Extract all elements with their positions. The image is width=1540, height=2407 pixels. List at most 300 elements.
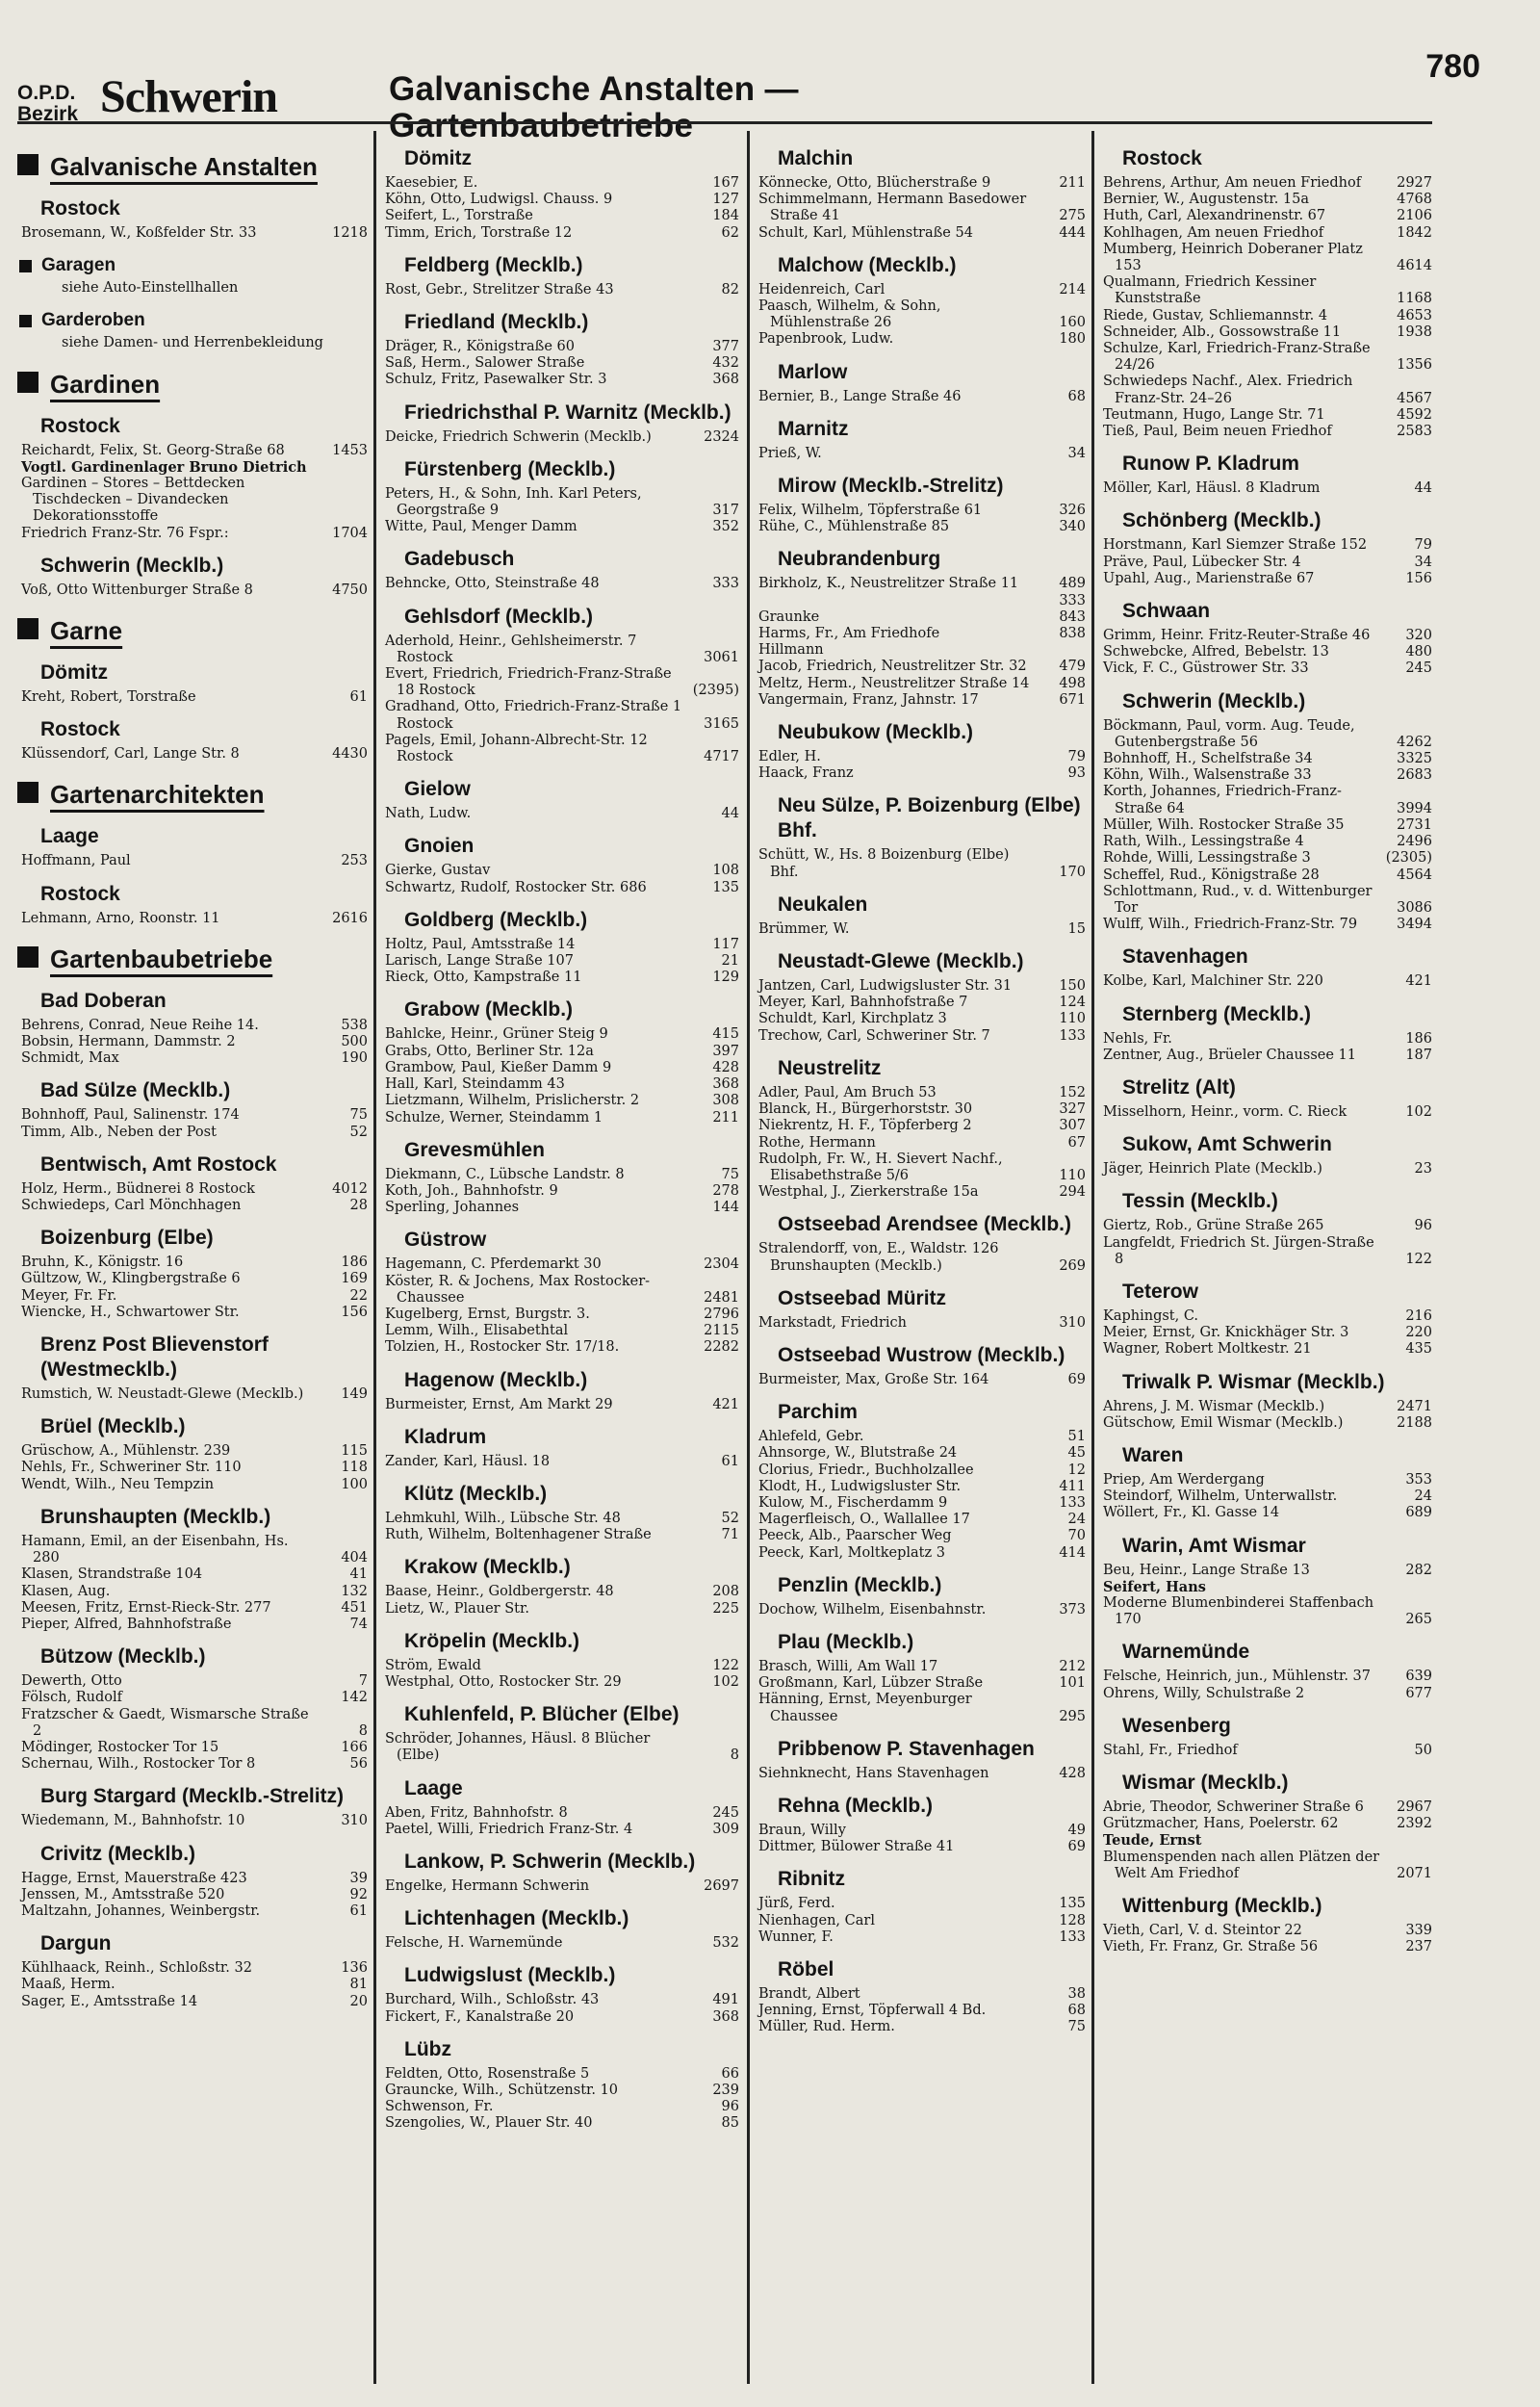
directory-entry	[755, 1913, 1086, 1929]
directory-entry	[381, 1584, 739, 1600]
entry-phone: 237	[1405, 1939, 1432, 1955]
entry-phone: 24	[1067, 1512, 1086, 1528]
directory-entry	[755, 921, 1086, 938]
section-heading	[17, 941, 368, 977]
directory-entry	[17, 1255, 368, 1271]
section-square-icon	[17, 372, 38, 393]
directory-entry	[1099, 917, 1432, 933]
directory-entry	[17, 443, 368, 459]
entry-name: Rieck, Otto, Kampstraße 11	[385, 970, 582, 986]
entry-name: Bruhn, K., Königstr. 16	[21, 1255, 184, 1271]
entry-phone: 211	[712, 1109, 739, 1126]
entry-phone: 2481	[704, 1289, 739, 1306]
entry-phone: 1842	[1397, 224, 1432, 241]
directory-entry	[755, 1675, 1086, 1692]
entry-phone: 186	[341, 1255, 368, 1271]
directory-entry	[1099, 1341, 1432, 1358]
town-heading: Schwerin (Mecklb.)	[1122, 689, 1306, 712]
entry-name: Klasen, Strandstraße 104	[21, 1566, 203, 1583]
directory-entry	[17, 1756, 368, 1773]
entry-phone: 122	[1405, 1251, 1432, 1267]
town-heading: Penzlin (Mecklb.)	[778, 1573, 942, 1596]
entry-name: Korth, Johannes, Friedrich-Franz-Straße 64	[1103, 784, 1342, 816]
directory-entry	[755, 1545, 1086, 1562]
entry-phone: 61	[721, 1453, 739, 1469]
directory-entry	[755, 2019, 1086, 2035]
town-heading: Waren	[1122, 1443, 1184, 1466]
entry-name: Lemm, Wilh., Elisabethtal	[385, 1323, 569, 1339]
entry-name: Nehls, Fr., Schweriner Str. 110	[21, 1460, 242, 1476]
entry-phone: 838	[1059, 626, 1086, 642]
entry-phone: 353	[1405, 1471, 1432, 1488]
directory-entry	[17, 1871, 368, 1887]
entry-phone: 75	[349, 1107, 368, 1124]
entry-phone: 108	[712, 863, 739, 879]
entry-phone: 368	[712, 372, 739, 388]
directory-entry	[381, 486, 739, 519]
entry-name: Hoffmann, Paul	[21, 853, 131, 869]
town-heading: Friedland (Mecklb.)	[404, 311, 589, 334]
entry-phone: 3086	[1397, 899, 1432, 916]
entry-name: Stralendorff, von, E., Waldstr. 126 Brunshaupten (Mecklb.)	[758, 1241, 999, 1274]
directory-entry	[381, 863, 739, 879]
directory-entry	[381, 1674, 739, 1691]
town-heading: Triwalk P. Wismar (Mecklb.)	[1122, 1370, 1385, 1393]
entry-name: Grützmacher, Hans, Poelerstr. 62	[1103, 1816, 1339, 1832]
entry-name: Rumstich, W. Neustadt-Glewe (Mecklb.)	[21, 1386, 304, 1403]
directory-entry	[381, 2083, 739, 2099]
directory-entry	[17, 1305, 368, 1321]
town-heading: Klütz (Mecklb.)	[404, 1482, 548, 1505]
entry-name: Burmeister, Ernst, Am Markt 29	[385, 1396, 613, 1412]
entry-phone: 414	[1059, 1544, 1086, 1561]
town-heading: Schwerin (Mecklb.)	[40, 554, 224, 577]
entry-phone: 294	[1059, 1184, 1086, 1201]
entry-phone: 15	[1067, 920, 1086, 937]
entry-phone: 282	[1405, 1562, 1432, 1578]
entry-name: Lehmann, Arno, Roonstr. 11	[21, 910, 220, 926]
town-heading: Wismar (Mecklb.)	[1122, 1771, 1289, 1794]
directory-entry	[755, 1315, 1086, 1332]
entry-name: Fölsch, Rudolf	[21, 1690, 123, 1706]
town-heading: Neubukow (Mecklb.)	[778, 721, 974, 744]
section-block	[17, 941, 368, 977]
entry-name: Larisch, Lange Straße 107	[385, 953, 574, 970]
town-heading: Marlow	[778, 360, 848, 383]
entry-phone: 671	[1059, 691, 1086, 708]
entry-name: Trechow, Carl, Schweriner Str. 7	[758, 1027, 990, 1044]
entry-name: Jenning, Ernst, Töpferwall 4 Bd.	[758, 2003, 987, 2019]
entry-phone: 117	[712, 936, 739, 952]
entry-name: Wagner, Robert Moltkestr. 21	[1103, 1341, 1312, 1358]
directory-entry	[1099, 242, 1432, 274]
entry-phone: 39	[349, 1870, 368, 1886]
directory-entry	[755, 1512, 1086, 1528]
directory-entry	[381, 1397, 739, 1413]
section-heading	[17, 612, 368, 649]
directory-entry	[381, 1658, 739, 1674]
town-heading: Bad Doberan	[40, 989, 167, 1012]
directory-entry	[755, 1085, 1086, 1101]
entry-phone: 432	[712, 355, 739, 372]
entry-phone: 308	[712, 1093, 739, 1109]
directory-entry	[1099, 192, 1432, 208]
entry-name: Riede, Gustav, Schliemannstr. 4	[1103, 307, 1328, 324]
entry-phone: 133	[1059, 1928, 1086, 1945]
entry-phone: 190	[341, 1050, 368, 1067]
directory-entry	[755, 1028, 1086, 1045]
entry-name: Huth, Carl, Alexandrinenstr. 67	[1103, 208, 1326, 224]
entry-phone: 352	[712, 519, 739, 535]
directory-entry	[17, 1903, 368, 1920]
entry-phone: 1704	[332, 525, 368, 541]
section-title: Gartenarchitekten	[50, 780, 265, 810]
district-city: Schwerin	[100, 71, 277, 122]
entry-name: Tieß, Paul, Beim neuen Friedhof	[1103, 424, 1332, 440]
directory-entry	[381, 970, 739, 986]
entry-name: Ström, Ewald	[385, 1657, 481, 1673]
entry-name: Grauncke, Wilh., Schützenstr. 10	[385, 2082, 619, 2098]
directory-entry	[17, 1707, 368, 1740]
directory-entry	[755, 1152, 1086, 1184]
directory-entry	[755, 1766, 1086, 1782]
opd-label: O.P.D.	[17, 82, 76, 104]
section-block	[17, 612, 368, 649]
entry-name: Schneider, Alb., Gossowstraße 11	[1103, 324, 1342, 340]
town-heading: Wesenberg	[1122, 1714, 1231, 1737]
entry-name: Ahrens, J. M. Wismar (Mecklb.)	[1103, 1398, 1325, 1414]
entry-phone: 3494	[1397, 917, 1432, 933]
directory-entry	[17, 1813, 368, 1829]
section-title: Garderoben	[41, 310, 145, 331]
column-1	[17, 135, 368, 2388]
section-block	[17, 366, 368, 402]
entry-phone: 69	[1067, 1371, 1086, 1387]
directory-entry	[755, 331, 1086, 348]
section-square-icon	[17, 154, 38, 175]
entry-name: Rühe, C., Mühlenstraße 85	[758, 519, 950, 535]
town-heading: Sternberg (Mecklb.)	[1122, 1002, 1312, 1025]
section-block	[17, 148, 368, 185]
town-heading: Stavenhagen	[1122, 945, 1248, 969]
entry-phone: 538	[341, 1017, 368, 1033]
directory-entry	[1099, 1031, 1432, 1048]
directory-entry	[17, 1584, 368, 1600]
directory-entry	[17, 853, 368, 869]
entry-name: Schulze, Karl, Friedrich-Franz-Straße 24/26	[1103, 341, 1371, 374]
entry-name: Nienhagen, Carl	[758, 1912, 875, 1928]
entry-name: Heidenreich, Carl	[758, 281, 886, 298]
entry-phone: 71	[721, 1527, 739, 1543]
entry-phone: 92	[349, 1886, 368, 1902]
entry-name: Schlottmann, Rud., v. d. Wittenburger Tor	[1103, 883, 1373, 916]
entry-name: Jürß, Ferd.	[758, 1896, 835, 1912]
entry-phone: 253	[341, 853, 368, 869]
directory-entry	[755, 1495, 1086, 1512]
town-heading: Kuhlenfeld, P. Blücher (Elbe)	[404, 1703, 680, 1726]
entry-name: Köhn, Otto, Ludwigsl. Chauss. 9	[385, 192, 613, 208]
town-heading: Rostock	[1122, 147, 1202, 169]
directory-entry	[755, 1101, 1086, 1118]
entry-phone: 150	[1059, 978, 1086, 995]
town-heading: Runow P. Kladrum	[1122, 453, 1299, 476]
entry-name: Misselhorn, Heinr., vorm. C. Rieck	[1103, 1103, 1348, 1120]
directory-entry	[17, 1288, 368, 1305]
entry-phone: 149	[341, 1386, 368, 1403]
entry-phone: 79	[1067, 749, 1086, 765]
town-heading: Gnoien	[404, 835, 475, 858]
town-heading: Grabow (Mecklb.)	[404, 998, 574, 1022]
directory-entry	[1099, 1415, 1432, 1432]
entry-phone: 2188	[1397, 1414, 1432, 1431]
column-2	[381, 135, 739, 2388]
entry-name: Lietz, W., Plauer Str.	[385, 1600, 529, 1617]
entry-phone: 2392	[1397, 1816, 1432, 1832]
entry-phone: 66	[721, 2065, 739, 2082]
entry-phone: 124	[1059, 995, 1086, 1011]
directory-entry	[381, 1076, 739, 1093]
directory-entry	[1099, 1505, 1432, 1521]
town-heading: Güstrow	[404, 1229, 487, 1252]
entry-phone: 184	[712, 208, 739, 224]
entry-phone: 377	[712, 339, 739, 355]
town-heading: Brüel (Mecklb.)	[40, 1415, 186, 1438]
entry-name: Gradhand, Otto, Friedrich-Franz-Straße 1 Rostock	[385, 699, 682, 732]
entry-name: Köster, R. & Jochens, Max Rostocker-Chaussee	[385, 1273, 651, 1306]
directory-entry	[17, 911, 368, 927]
entry-phone: 320	[1405, 628, 1432, 644]
entry-name: Schulz, Fritz, Pasewalker Str. 3	[385, 372, 607, 388]
directory-entry	[1099, 767, 1432, 784]
directory-entry	[381, 666, 739, 699]
directory-entry	[755, 765, 1086, 782]
entry-name: Lietzmann, Wilhelm, Prislicherstr. 2	[385, 1093, 640, 1109]
directory-entry	[381, 1200, 739, 1216]
entry-phone: 397	[712, 1043, 739, 1059]
entry-name: Hagge, Ernst, Mauerstraße 423	[21, 1870, 247, 1886]
directory-entry	[17, 1271, 368, 1287]
directory-entry	[755, 659, 1086, 675]
entry-phone: 368	[712, 1076, 739, 1093]
town-heading: Kladrum	[404, 1425, 487, 1448]
directory-entry	[1099, 644, 1432, 660]
entry-name: Paasch, Wilhelm, & Sohn, Mühlenstraße 26	[758, 298, 941, 331]
entry-name: Rudolph, Fr. W., H. Sievert Nachf., Elisabethstraße 5/6	[758, 1151, 1003, 1183]
directory-entry	[381, 1822, 739, 1838]
directory-entry	[1099, 817, 1432, 834]
entry-phone: 122	[712, 1657, 739, 1673]
entry-name: Könnecke, Otto, Blücherstraße 9	[758, 175, 991, 191]
town-heading: Rostock	[40, 414, 120, 437]
entry-name: Wunner, F.	[758, 1928, 834, 1945]
entry-phone: 3061	[704, 649, 739, 665]
entry-name: Teude, Ernst	[1103, 1832, 1202, 1850]
entry-phone: 152	[1059, 1084, 1086, 1100]
directory-entry	[381, 225, 739, 242]
entry-name: Burmeister, Max, Große Str. 164	[758, 1371, 989, 1387]
directory-entry	[755, 1011, 1086, 1027]
entry-phone: 2731	[1397, 816, 1432, 833]
entry-name: Zander, Karl, Häusl. 18	[385, 1453, 551, 1469]
entry-phone: 239	[712, 2082, 739, 2098]
directory-entry	[381, 355, 739, 372]
directory-entry	[755, 1839, 1086, 1855]
town-heading: Neu Sülze, P. Boizenburg (Elbe) Bhf.	[778, 794, 1081, 842]
entry-name: Mödinger, Rostocker Tor 15	[21, 1739, 219, 1755]
section-square-icon	[19, 260, 32, 272]
entry-name: Hänning, Ernst, Meyenburger Chaussee	[758, 1692, 972, 1724]
entry-phone: 110	[1059, 1167, 1086, 1183]
entry-name: Grabs, Otto, Berliner Str. 12a	[385, 1043, 594, 1059]
entry-name: Klüssendorf, Carl, Lange Str. 8	[21, 746, 240, 763]
entry-name: Kolbe, Karl, Malchiner Str. 220	[1103, 973, 1323, 990]
entry-name: Wiedemann, M., Bahnhofstr. 10	[21, 1813, 245, 1829]
entry-name: Blanck, H., Bürgerhorststr. 30	[758, 1101, 973, 1118]
entry-phone: 110	[1059, 1011, 1086, 1027]
entry-phone: 41	[349, 1566, 368, 1583]
entry-name: Kugelberg, Ernst, Burgstr. 3.	[385, 1306, 590, 1322]
entry-name: Seifert, Hans	[1103, 1578, 1206, 1595]
entry-phone: 61	[349, 689, 368, 706]
entry-name: Tolzien, H., Rostocker Str. 17/18.	[385, 1339, 620, 1356]
directory-entry	[17, 1960, 368, 1977]
town-heading: Brunshaupten (Mecklb.)	[40, 1505, 271, 1528]
directory-entry	[1099, 884, 1432, 917]
entry-phone: 421	[712, 1396, 739, 1412]
town-heading: Grevesmühlen	[404, 1138, 545, 1161]
directory-entry	[381, 208, 739, 224]
entry-name: Kreht, Robert, Torstraße	[21, 689, 196, 706]
directory-entry	[1099, 784, 1432, 816]
town-heading: Mirow (Mecklb.-Strelitz)	[778, 475, 1004, 498]
directory-entry	[755, 1135, 1086, 1152]
entry-phone: 8	[730, 1747, 739, 1764]
entry-phone: 677	[1405, 1685, 1432, 1701]
directory-entry	[17, 1443, 368, 1460]
directory-entry	[381, 1093, 739, 1109]
entry-phone: 142	[341, 1690, 368, 1706]
entry-name: Müller, Wilh. Rostocker Straße 35	[1103, 816, 1345, 833]
entry-phone: 327	[1059, 1101, 1086, 1118]
entry-name: Vogtl. Gardinenlager Bruno Dietrich	[21, 458, 307, 476]
entry-phone: 317	[712, 503, 739, 519]
entry-phone: 49	[1067, 1822, 1086, 1838]
entry-name: Felix, Wilhelm, Töpferstraße 61	[758, 503, 983, 519]
entry-name: Langfeldt, Friedrich St. Jürgen-Straße 8	[1103, 1234, 1374, 1267]
entry-name: Grimm, Heinr. Fritz-Reuter-Straße 46	[1103, 628, 1371, 644]
entry-name: Wöllert, Fr., Kl. Gasse 14	[1103, 1505, 1280, 1521]
column-4	[1099, 135, 1432, 2388]
entry-phone: 333	[1059, 592, 1086, 608]
entry-name: Brosemann, W., Koßfelder Str. 33	[21, 225, 257, 241]
directory-entry	[17, 1887, 368, 1903]
entry-name: Evert, Friedrich, Friedrich-Franz-Straße 18 Rostock	[385, 666, 672, 699]
town-heading: Schwaan	[1122, 600, 1211, 623]
entry-phone: 85	[721, 2115, 739, 2132]
entry-phone: 689	[1405, 1505, 1432, 1521]
directory-entry	[1099, 973, 1432, 990]
entry-name: Meltz, Herm., Neustrelitzer Straße 14	[758, 675, 1030, 691]
directory-entry	[17, 1125, 368, 1141]
directory-entry	[755, 282, 1086, 298]
entry-phone: 1938	[1397, 324, 1432, 340]
town-heading: Burg Stargard (Mecklb.-Strelitz)	[40, 1785, 345, 1808]
entry-phone: 133	[1059, 1027, 1086, 1044]
directory-entry	[17, 1566, 368, 1583]
entry-name: Peeck, Alb., Paarscher Weg	[758, 1528, 952, 1544]
entry-name: Hagemann, C. Pferdemarkt 30	[385, 1256, 602, 1273]
directory-entry	[381, 1274, 739, 1307]
directory-entry	[1099, 1235, 1432, 1268]
entry-name: Harms, Fr., Am Friedhofe	[758, 626, 940, 642]
town-heading: Rostock	[40, 718, 120, 741]
entry-phone: 169	[341, 1271, 368, 1287]
directory-entry	[755, 1823, 1086, 1839]
directory-entry	[17, 1018, 368, 1034]
entry-name: Ruth, Wilhelm, Boltenhagener Straße	[385, 1527, 652, 1543]
town-heading: Gadebusch	[404, 548, 515, 571]
directory-entry	[755, 626, 1086, 642]
page-header	[0, 0, 1540, 144]
entry-phone: 307	[1059, 1118, 1086, 1134]
entry-name: Bohnhoff, Paul, Salinenstr. 174	[21, 1107, 240, 1124]
directory-entry	[755, 847, 1086, 880]
directory-entry	[755, 593, 1086, 609]
directory-entry	[755, 576, 1086, 592]
entry-phone: 4262	[1397, 734, 1432, 750]
directory-entry	[755, 1429, 1086, 1445]
entry-name: Feldten, Otto, Rosenstraße 5	[385, 2065, 590, 2082]
entry-name: Vick, F. C., Güstrower Str. 33	[1103, 660, 1309, 677]
entry-name: Rost, Gebr., Strelitzer Straße 43	[385, 281, 614, 298]
entry-phone: 4717	[704, 749, 739, 765]
directory-entry	[381, 699, 739, 732]
entry-name: Engelke, Hermann Schwerin	[385, 1877, 590, 1894]
entry-phone: 2796	[704, 1306, 739, 1322]
directory-entry	[381, 1935, 739, 1952]
entry-phone: 340	[1059, 519, 1086, 535]
directory-entry	[381, 2115, 739, 2132]
entry-name: Mumberg, Heinrich Doberaner Platz 153	[1103, 241, 1363, 274]
entry-name: Meesen, Fritz, Ernst-Rieck-Str. 277	[21, 1599, 271, 1616]
directory-entry	[755, 446, 1086, 462]
entry-phone: 2683	[1397, 767, 1432, 784]
entry-phone: 1356	[1397, 357, 1432, 374]
directory-entry	[381, 634, 739, 666]
directory-entry	[381, 1601, 739, 1618]
entry-phone: 21	[721, 953, 739, 970]
directory-entry	[755, 1929, 1086, 1946]
entry-phone: 51	[1067, 1429, 1086, 1445]
entry-phone: 4564	[1397, 867, 1432, 883]
directory-entry	[1099, 718, 1432, 751]
directory-entry	[1099, 1816, 1432, 1832]
directory-entry	[1099, 1850, 1432, 1882]
entry-phone: 373	[1059, 1601, 1086, 1618]
directory-entry	[1099, 175, 1432, 192]
entry-name: Westphal, J., Zierkerstraße 15a	[758, 1184, 979, 1201]
town-heading: Ostseebad Wustrow (Mecklb.)	[778, 1343, 1065, 1366]
directory-entry	[1099, 1325, 1432, 1341]
entry-phone: 56	[349, 1756, 368, 1773]
entry-name: Behrens, Arthur, Am neuen Friedhof	[1103, 175, 1362, 191]
entry-name: Magerfleisch, O., Wallallee 17	[758, 1512, 970, 1528]
entry-name: Dräger, R., Königstraße 60	[385, 339, 575, 355]
entry-name: Möller, Karl, Häusl. 8 Kladrum	[1103, 480, 1321, 497]
entry-name: Hamann, Emil, an der Eisenbahn, Hs. 280	[21, 1533, 289, 1566]
entry-name: Köhn, Wilh., Walsenstraße 33	[1103, 767, 1312, 784]
section-block	[17, 776, 368, 813]
